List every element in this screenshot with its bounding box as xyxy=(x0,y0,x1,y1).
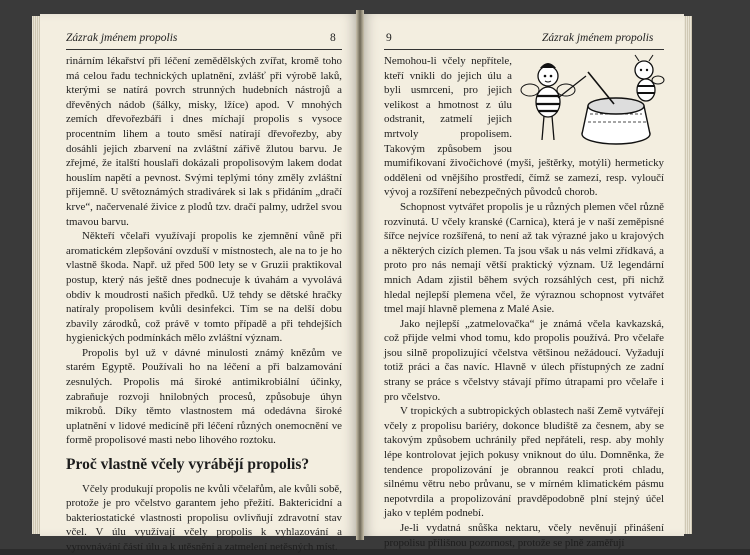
right-page xyxy=(362,14,684,549)
right-page-number: 9 xyxy=(386,32,392,44)
left-running-title: Zázrak jménem propolis xyxy=(66,32,178,44)
paragraph: Je-li vydatná snůška nektaru, včely nevěnují přinášení propolisu přílišnou pozornost, protože se plně zaměřují xyxy=(384,522,664,549)
right-header-rule xyxy=(384,49,664,50)
book-gutter xyxy=(356,10,364,540)
paragraph: Nemohou-li včely nepřítele, kteří vnikli do jejich úlu a byli usmrceni, pro jejich velikost a hmotnost z úlu odstranit, zatmelí jejich mrtvoly propolisem. Takovým způsobem jsou mumifikovaní živočichové (myši, ještěrky, motýli) hermeticky odděleni od vnějšího prostředí, čímž se zamezí, resp. vyloučí vývoj a rozšíření nebezpečných původců chorob. xyxy=(384,55,664,199)
paragraph: Schopnost vytvářet propolis je u různých plemen včel různě rozvinutá. U včely kranské (Carnica), která je v naší zeměpisné šířce nejvíce rozšířená, to není až tak výrazné jako u krajových a některých cizích plemen. Ta jsou však u nás velmi zřídkavá, a proto pro nás nemají větší praktický význam. Už legendární mnich Adam zjistil během svých rozsáhlých cest, při nichž hledal nejlepší plemena včel, že výraznou schopnost vytvářet tmel mají hlavně plemena z Malé Asie. xyxy=(384,200,664,316)
cartoon-bees-stirring-pot-icon xyxy=(518,54,664,150)
left-page-edges xyxy=(32,16,40,534)
section-heading: Proč vlastně včely vyrábějí propolis? xyxy=(66,456,310,474)
paragraph: Propolis byl už v dávné minulosti známý knězům ve starém Egyptě. Používali ho na léčení a při balzamování zesnulých. Propolis má široké antimikrobiální účinky, zabraňuje rozvoji hnilobných procesů, způsobuje úhyn mikrobů. Díky těmto vlastnostem má odedávna široké uplatnění v lidové medicíně při léčení různých onemocnění ve formě propolisové masti nebo lihového roztoku. xyxy=(66,346,342,447)
right-body-text xyxy=(384,54,664,550)
paragraph: Jako nejlepší „zatmelovačka“ je známá včela kavkazská, což přijde velmi vhod tomu, kdo propolis používá. Pro včelaře jsou silně propolizující včelstva většinou nežádoucí. Vyžadují totiž práci a čas navíc. Hlavně v úlech přístupných ze zadní strany se práce s včelstvy stávají přímo útrapami pro včelaře i pro včelstvo. xyxy=(384,317,664,403)
paragraph: Někteří včelaři využívají propolis ke zjemnění vůně při aromatickém zlepšování ovzduší v místnostech, ale na to je ho vlastně škoda. Např. už před 500 lety se v Gruzii praktikoval postup, který nás ještě dnes podnecuje k úvahám a vyvolává obdiv k moudrosti našich předků. Už tehdy se dětské hračky natíraly propolisem kvůli desinfekci. Tím se na delší dobu zbavily zárodků, což právě v tomto případě a při tehdejších hygienických podmínkách mělo zvláštní význam. xyxy=(66,230,342,345)
paragraph: V tropických a subtropických oblastech naší Země vytvářejí včely z propolisu bariéry, dokonce bludiště za česnem, aby se takovým způsobem uchránily před nepřáteli, resp. aby mohly lépe kontrolovat jejich pokusy vniknout do úlu. Domněnka, že tendence propolizování je obrannou reakcí proti chladu, silnému větru nebo průvanu, se v mírném klimatickém pásmu nepotvrdila a propolizování pravděpodobně plní stejný účel jako v teplém podnebí. xyxy=(384,405,664,520)
left-page-number: 8 xyxy=(330,32,336,44)
right-page-edges xyxy=(684,16,692,534)
left-body-text xyxy=(66,54,342,555)
paragraph: Včely produkují propolis ne kvůli včelařům, ale kvůli sobě, protože je pro včelstvo garantem jeho přežití. Baktericidní a bakteriostatické vlastnosti propolisu ovlivňují zdravotní stav včel. V úlu využívají včely propolis k vyhlazování a vyrovnávání částí úlu a k utěsnění a zatmelení netěsných míst. xyxy=(66,482,342,553)
right-running-title: Zázrak jménem propolis xyxy=(542,32,654,44)
left-page xyxy=(40,14,358,553)
paragraph: rinárním lékařství při léčení zemědělských zvířat, kromě toho má celou řadu technických uplatnění, zvlášť při výrobě laků, kterými se natírá povrch strunných hudebních nástrojů a dřevěných nádob (šálky, misky, lžíce) apod. V mnohých zemích dřevořezbáři i dnes míchají propolis s vysoce procentním lihem a touto směsí natírají dřevořezby, aby dosáhli jejich zbarvení na zvláštní zářivě žlutou barvu. Je zřejmé, že italští houslaři dokázali propolisovým lakem dodat houslím napětí a pevnost. Svými teplými tóny změly zvláštní přijemně. U světoznámých stradivárek si lak s přidáním „dračí krve“, načervenalé živice z plodů tzv. dračí palmy, udržel svou tmavou barvu. xyxy=(66,55,342,228)
left-header-rule xyxy=(66,49,342,50)
